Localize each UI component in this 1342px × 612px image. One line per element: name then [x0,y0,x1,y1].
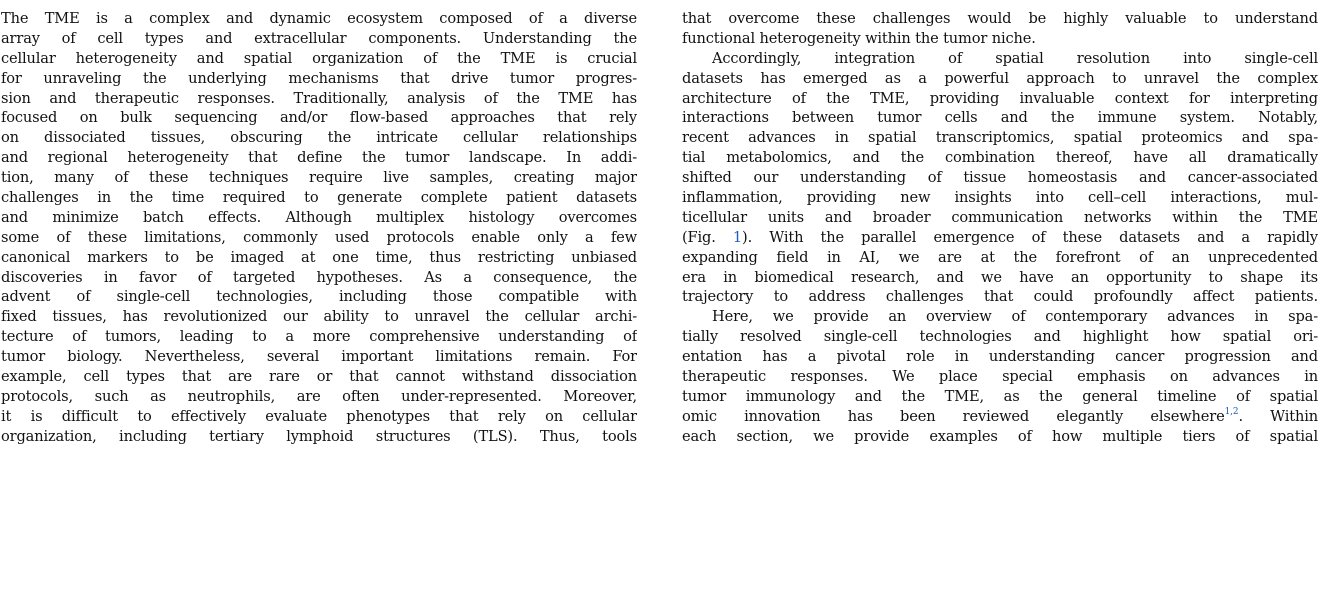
reference-1-2-link[interactable]: 1,2 [1224,406,1239,417]
text-line: architecture of the TME, providing invaluable context for interpreting [682,89,1318,107]
text-line: discoveries in favor of targeted hypotheses. As a consequence, the [1,268,637,286]
right-paragraph-1 [682,9,1318,49]
right-column [682,9,1318,609]
text-line: each section, we provide examples of how multiple tiers of spatial [682,427,1318,445]
text-line: interactions between tumor cells and the immune system. Notably, [682,109,1318,127]
text-line: era in biomedical research, and we have an opportunity to shape its [682,268,1318,286]
text-line: cellular heterogeneity and spatial organization of the TME is crucial [1,49,637,67]
fig-suffix-text: ). With the parallel emergence of these datasets and a rapidly [742,228,1318,246]
text-line: and regional heterogeneity that define the tumor landscape. In addi- [1,149,637,167]
text-line: canonical markers to be imaged at one time, thus restricting unbiased [1,248,637,266]
text-line: organization, including tertiary lymphoid structures (TLS). Thus, tools [1,427,637,445]
text-line: for unraveling the underlying mechanisms that drive tumor progres- [1,69,637,87]
text-line: expanding field in AI, we are at the forefront of an unprecedented [682,248,1318,266]
text-line: example, cell types that are rare or that cannot withstand dissociation [1,368,637,386]
text-line: Accordingly, integration of spatial resolution into single-cell [712,49,1318,67]
text-line: sion and therapeutic responses. Traditionally, analysis of the TME has [1,89,637,107]
text-line: The TME is a complex and dynamic ecosystem composed of a diverse [1,10,637,27]
text-line: shifted our understanding of tissue homeostasis and cancer-associated [682,169,1318,187]
text-line: datasets has emerged as a powerful approach to unravel the complex [682,69,1318,87]
text-line: trajectory to address challenges that could profoundly affect patients. [682,288,1318,306]
text-line: it is difficult to effectively evaluate phenotypes that rely on cellular [1,407,637,425]
figure-1-link[interactable]: 1 [732,228,743,246]
text-line-with-reference [682,407,1318,427]
text-line: advent of single-cell technologies, including those compatible with [1,288,637,306]
right-paragraph-2 [682,49,1318,308]
text-line: ticellular units and broader communication networks within the TME [682,208,1318,226]
text-line: entation has a pivotal role in understanding cancer progression and [682,348,1318,366]
ref-suffix-text: . Within [1238,407,1318,425]
text-line: tecture of tumors, leading to a more comprehensive understanding of [1,328,637,346]
text-line: challenges in the time required to generate complete patient datasets [1,189,637,207]
text-line: tial metabolomics, and the combination thereof, have all dramatically [682,149,1318,167]
text-line: inflammation, providing new insights into cell–cell interactions, mul- [682,189,1318,207]
text-line: tion, many of these techniques require live samples, creating major [1,169,637,187]
text-line: some of these limitations, commonly used protocols enable only a few [1,228,637,246]
text-line: Here, we provide an overview of contemporary advances in spa- [712,308,1318,326]
text-line: functional heterogeneity within the tumor niche. [682,29,1036,47]
text-line: therapeutic responses. We place special emphasis on advances in [682,368,1318,386]
text-line: tumor biology. Nevertheless, several important limitations remain. For [1,348,637,366]
text-line: recent advances in spatial transcriptomics, spatial proteomics and spa- [682,129,1318,147]
text-line: and minimize batch effects. Although multiplex histology overcomes [1,208,637,226]
text-line: protocols, such as neutrophils, are often under-represented. Moreover, [1,387,637,405]
left-paragraph-1 [1,9,637,447]
text-line: on dissociated tissues, obscuring the intricate cellular relationships [1,129,637,147]
text-line: tumor immunology and the TME, as the general timeline of spatial [682,387,1318,405]
text-line: that overcome these challenges would be highly valuable to understand [682,10,1318,27]
text-line-with-figure-link [682,228,1318,248]
text-line: focused on bulk sequencing and/or flow-based approaches that rely [1,109,637,127]
text-line: tially resolved single-cell technologies and highlight how spatial ori- [682,328,1318,346]
right-paragraph-3 [682,307,1318,446]
ref-prefix-text: omic innovation has been reviewed elegantly elsewhere [682,407,1225,425]
fig-prefix-text: (Fig. [682,228,733,246]
left-column [1,9,637,609]
text-line: array of cell types and extracellular components. Understanding the [1,29,637,47]
text-line: fixed tissues, has revolutionized our ability to unravel the cellular archi- [1,308,637,326]
